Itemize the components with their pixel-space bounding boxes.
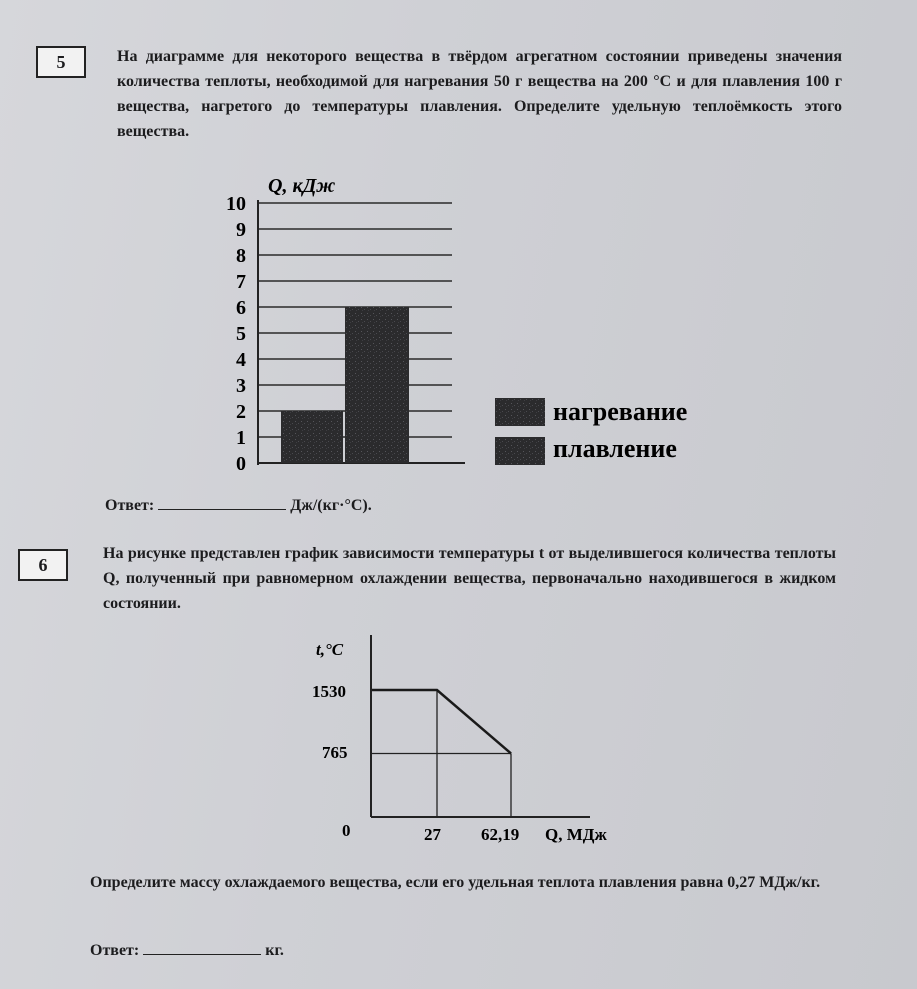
- y-tick-label: 9: [236, 219, 246, 241]
- x-tick-27: 27: [424, 825, 441, 844]
- t-axis-label: t,°С: [316, 640, 344, 659]
- y-tick-label: 7: [236, 271, 246, 293]
- legend-heating: нагревание: [553, 397, 688, 426]
- temperature-line: [371, 690, 511, 754]
- task6-text: На рисунке представлен график зависимости температуры t от выделившегося количества теплоты Q, полученный при равномерном охлаждении вещества, первоначально находившегося в жидком состоянии.: [103, 545, 836, 612]
- task6-question: Определите массу охлаждаемого вещества, если его удельная теплота плавления равна 0,27 МДж/кг.: [90, 874, 821, 891]
- task6-answer-label: Ответ:: [90, 942, 140, 959]
- task5-answer-label: Ответ:: [105, 497, 155, 514]
- q-axis-label: Q, МДж: [545, 825, 607, 844]
- y-tick-label: 2: [236, 401, 246, 423]
- legend-melting: плавление: [553, 434, 677, 463]
- y-tick-label: 1: [236, 427, 246, 449]
- x-tick-62-19: 62,19: [481, 825, 520, 844]
- y-tick-label: 6: [236, 297, 246, 319]
- task5-number: 5: [36, 46, 86, 78]
- task6-answer-unit: кг.: [265, 942, 284, 959]
- y-tick-label: 3: [236, 375, 246, 397]
- y-tick-label: 4: [236, 349, 246, 371]
- task6-answer: [90, 940, 284, 960]
- y-tick-label: 10: [226, 193, 246, 215]
- origin-label: 0: [342, 821, 351, 840]
- task5-text: На диаграмме для некоторого вещества в твёрдом агрегатном состоянии приведены значения количества теплоты, необходимой для нагревания 50 г вещества на 200 °С и для плавления 100 г вещества, нагретого до температуры плавления. Определите удельную теплоёмкость этого вещества.: [117, 48, 842, 140]
- y-tick-1530: 1530: [312, 682, 346, 701]
- y-tick-label: 5: [236, 323, 246, 345]
- y-tick-label: 0: [236, 453, 246, 475]
- y-axis-label: Q, кДж: [268, 175, 336, 197]
- y-tick-765: 765: [322, 743, 348, 762]
- y-tick-label: 8: [236, 245, 246, 267]
- task5-answer-unit: Дж/(кг·°С).: [290, 497, 372, 514]
- task6-number: 6: [18, 549, 68, 581]
- task6-answer-blank[interactable]: [143, 940, 261, 955]
